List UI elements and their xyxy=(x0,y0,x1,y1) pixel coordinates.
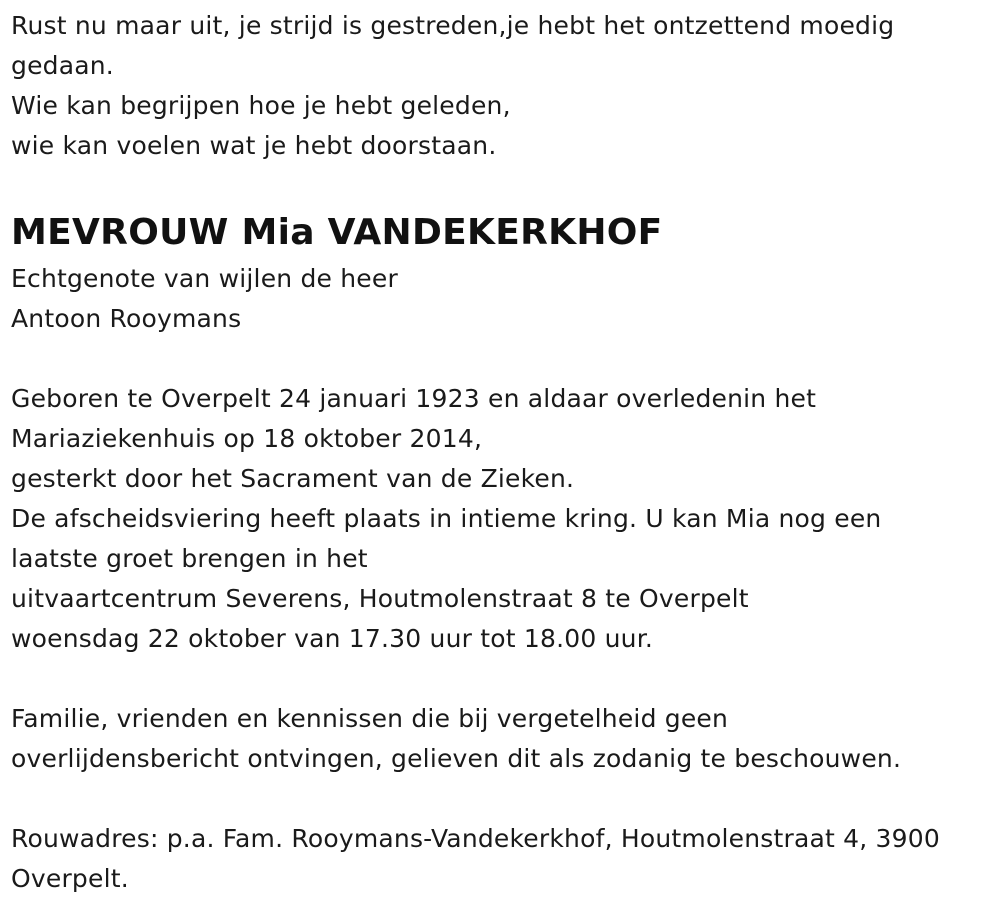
details-line: laatste groet brengen in het xyxy=(11,544,368,573)
relation-line: Echtgenote van wijlen de heer xyxy=(11,264,398,293)
poem-line: Wie kan begrijpen hoe je hebt geleden, xyxy=(11,91,511,120)
spacer xyxy=(11,779,996,819)
spacer xyxy=(11,659,996,699)
poem-line: Rust nu maar uit, je strijd is gestreden,je hebt het ontzettend moedig xyxy=(11,11,895,40)
notice-line: Familie, vrienden en kennissen die bij vergetelheid geen xyxy=(11,704,729,733)
spacer xyxy=(11,339,996,379)
details-line: woensdag 22 oktober van 17.30 uur tot 18.00 uur. xyxy=(11,624,654,653)
relation-line: Antoon Rooymans xyxy=(11,304,242,333)
notice-line: overlijdensbericht ontvingen, gelieven dit als zodanig te beschouwen. xyxy=(11,744,902,773)
relation xyxy=(11,259,996,339)
spacer xyxy=(11,166,996,206)
family-notice xyxy=(11,699,996,779)
obituary-notice xyxy=(11,6,996,899)
poem-line: wie kan voelen wat je hebt doorstaan. xyxy=(11,131,497,160)
address-line: Rouwadres: p.a. Fam. Rooymans-Vandekerkhof, Houtmolenstraat 4, 3900 xyxy=(11,824,940,853)
details-line: gesterkt door het Sacrament van de Zieken. xyxy=(11,464,575,493)
poem-line: gedaan. xyxy=(11,51,114,80)
mourning-address xyxy=(11,819,996,899)
details-line: uitvaartcentrum Severens, Houtmolenstraat 8 te Overpelt xyxy=(11,584,749,613)
details-line: Geboren te Overpelt 24 januari 1923 en aldaar overledenin het xyxy=(11,384,817,413)
address-line: Overpelt. xyxy=(11,864,129,893)
poem xyxy=(11,6,996,166)
details-line: De afscheidsviering heeft plaats in intieme kring. U kan Mia nog een xyxy=(11,504,882,533)
details xyxy=(11,379,996,659)
details-line: Mariaziekenhuis op 18 oktober 2014, xyxy=(11,424,483,453)
deceased-name: MEVROUW Mia VANDEKERKHOF xyxy=(11,212,663,253)
